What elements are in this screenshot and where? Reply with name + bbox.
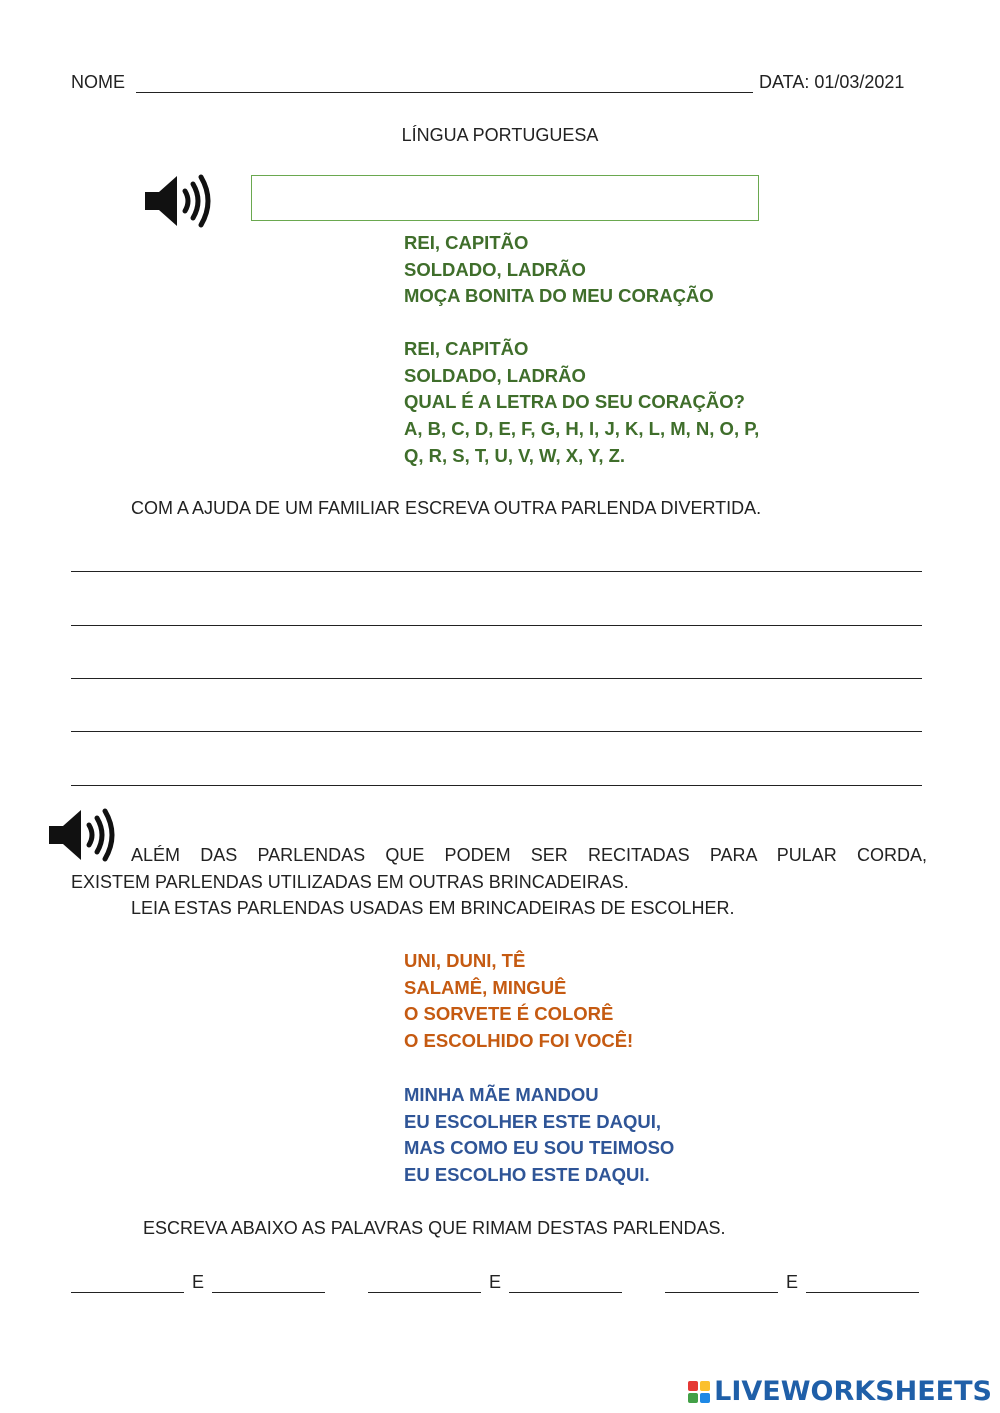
name-field-line[interactable]: [136, 92, 753, 93]
poem-uni-duni-te: [404, 948, 633, 1055]
poem-line: SALAMÊ, MINGUÊ: [404, 976, 567, 998]
instruction-write-parlenda: COM A AJUDA DE UM FAMILIAR ESCREVA OUTRA PARLENDA DIVERTIDA.: [131, 498, 762, 518]
subject-title: LÍNGUA PORTUGUESA: [401, 125, 599, 145]
writing-line[interactable]: [71, 678, 922, 679]
logo-text: LIVEWORKSHEETS: [714, 1376, 992, 1407]
rhyme-blank[interactable]: [71, 1292, 184, 1293]
poem-line: EU ESCOLHER ESTE DAQUI,: [404, 1110, 661, 1132]
rhyme-pair: [665, 1272, 919, 1293]
poem-line: QUAL É A LETRA DO SEU CORAÇÃO?: [404, 391, 745, 413]
poem-rei-capitao-stanza2: [404, 336, 759, 470]
date-label: DATA: 01/03/2021: [759, 72, 905, 92]
poem-line: EU ESCOLHO ESTE DAQUI.: [404, 1164, 650, 1186]
paragraph-line: ALÉM DAS PARLENDAS QUE PODEM SER RECITADAS PARA PULAR CORDA,: [131, 845, 927, 865]
instruction-rhyming-words: ESCREVA ABAIXO AS PALAVRAS QUE RIMAM DESTAS PARLENDAS.: [143, 1218, 726, 1238]
paragraph-line: LEIA ESTAS PARLENDAS USADAS EM BRINCADEIRAS DE ESCOLHER.: [131, 898, 735, 918]
logo-mark-icon: [688, 1381, 710, 1403]
rhyme-pair: [368, 1272, 622, 1293]
poem-line: MINHA MÃE MANDOU: [404, 1084, 599, 1105]
liveworksheets-logo: [688, 1376, 992, 1407]
writing-line[interactable]: [71, 571, 922, 572]
rhyme-blank[interactable]: [806, 1292, 919, 1293]
rhyme-pair: [71, 1272, 325, 1293]
conjunction-label: E: [192, 1272, 205, 1292]
poem-line: Q, R, S, T, U, V, W, X, Y, Z.: [404, 444, 626, 466]
poem-minha-mae-mandou: [404, 1082, 674, 1189]
poem-line: A, B, C, D, E, F, G, H, I, J, K, L, M, N, O, P,: [404, 418, 760, 440]
poem-line: SOLDADO, LADRÃO: [404, 364, 586, 386]
conjunction-label: E: [489, 1272, 502, 1292]
paragraph-line: EXISTEM PARLENDAS UTILIZADAS EM OUTRAS BRINCADEIRAS.: [71, 872, 629, 892]
poem-line: SOLDADO, LADRÃO: [404, 258, 586, 280]
conjunction-label: E: [786, 1272, 799, 1292]
writing-line[interactable]: [71, 625, 922, 626]
poem-line: REI, CAPITÃO: [404, 338, 529, 359]
poem-line: O SORVETE É COLORÊ: [404, 1003, 614, 1025]
poem-line: O ESCOLHIDO FOI VOCÊ!: [404, 1030, 634, 1052]
writing-line[interactable]: [71, 731, 922, 732]
rhyme-blank[interactable]: [368, 1292, 481, 1293]
rhyme-blank[interactable]: [665, 1292, 778, 1293]
rhyme-blank[interactable]: [212, 1292, 325, 1293]
poem-line: MAS COMO EU SOU TEIMOSO: [404, 1137, 675, 1159]
writing-line[interactable]: [71, 785, 922, 786]
name-label: NOME: [71, 72, 125, 92]
speaker-icon[interactable]: [47, 806, 117, 864]
rhyme-blank[interactable]: [509, 1292, 622, 1293]
poem-line: REI, CAPITÃO: [404, 232, 529, 253]
poem-line: UNI, DUNI, TÊ: [404, 950, 526, 971]
poem-line: MOÇA BONITA DO MEU CORAÇÃO: [404, 285, 714, 307]
poem-rei-capitao-stanza1: [404, 230, 714, 310]
speaker-icon[interactable]: [143, 172, 213, 230]
answer-input-box[interactable]: [251, 175, 759, 221]
